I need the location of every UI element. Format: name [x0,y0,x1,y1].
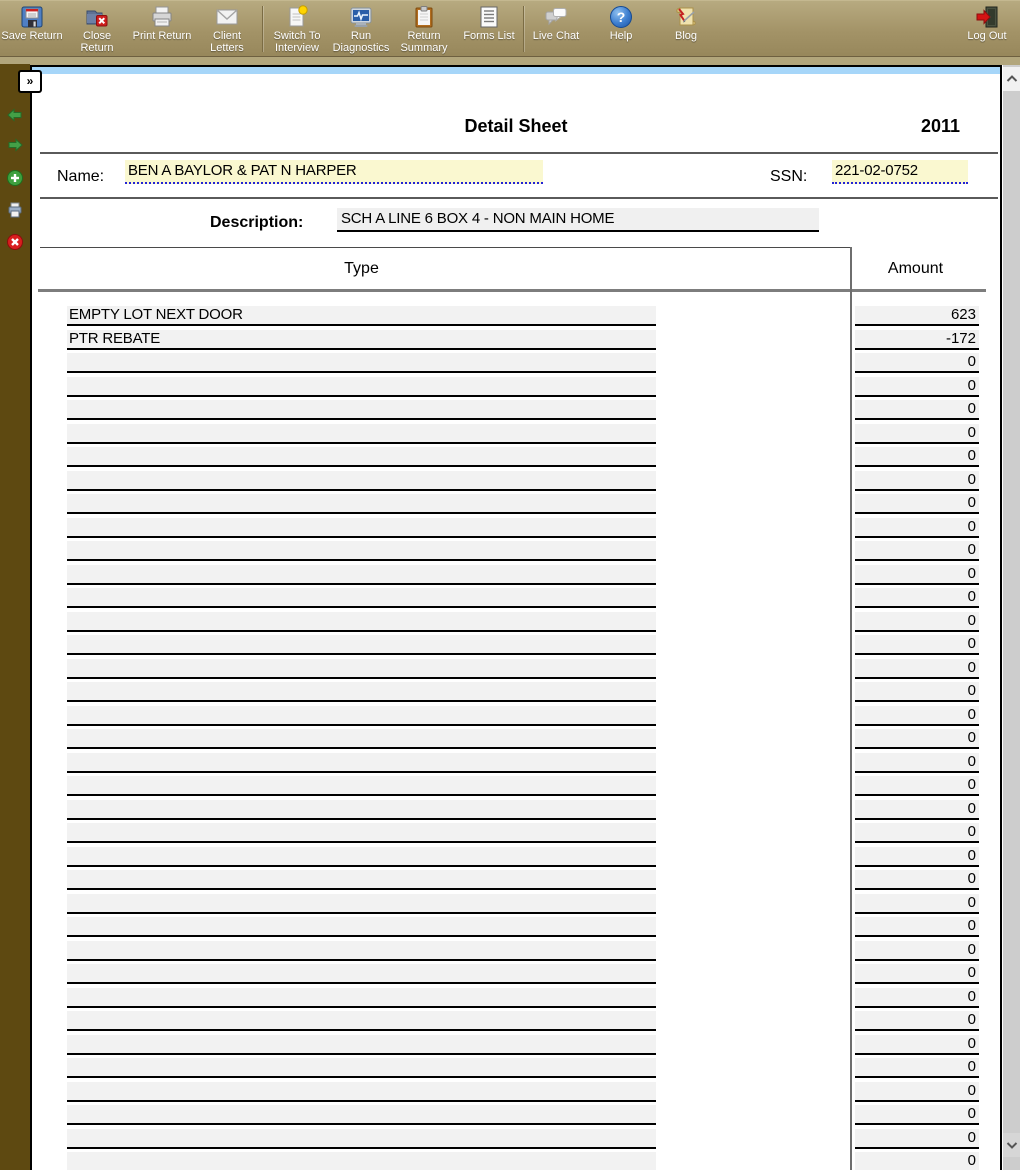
amount-column-header: Amount [887,260,944,277]
help-button[interactable] [589,4,653,56]
save-return-button[interactable] [0,4,64,56]
type-field[interactable] [67,753,656,773]
toolbar-label: Switch To Interview [273,30,321,54]
type-field[interactable] [67,706,656,726]
table-row [32,424,1000,445]
type-field[interactable] [67,353,656,373]
divider-line [40,197,998,199]
table-row [32,706,1000,727]
table-row [32,541,1000,562]
table-row [32,588,1000,609]
amount-field[interactable]: 0 [855,518,979,538]
amount-field[interactable]: 0 [855,635,979,655]
chat-bubbles-icon [543,4,569,30]
add-icon[interactable] [6,169,24,187]
type-field[interactable] [67,588,656,608]
type-field[interactable] [67,917,656,937]
ssn-label: SSN: [770,168,808,185]
table-row [32,306,1000,327]
amount-field[interactable]: 0 [855,1082,979,1102]
print-icon[interactable] [6,201,24,219]
toolbar-label: Close Return [80,30,114,54]
amount-field[interactable]: 0 [855,494,979,514]
header-underline [38,289,986,292]
table-row [32,659,1000,680]
table-row [32,1082,1000,1103]
amount-field[interactable]: 0 [855,753,979,773]
amount-field[interactable]: 0 [855,1011,979,1031]
table-row [32,447,1000,468]
toolbar-label: Forms List [463,30,515,42]
toolbar-label: Live Chat [532,30,580,42]
table-row [32,823,1000,844]
type-field[interactable] [67,565,656,585]
amount-field[interactable]: 0 [855,682,979,702]
chevron-down-icon [1006,1141,1018,1149]
print-return-button[interactable] [130,4,194,56]
type-field[interactable] [67,1035,656,1055]
amount-field[interactable]: 0 [855,847,979,867]
return-summary-button[interactable] [392,4,456,56]
amount-field[interactable]: 0 [855,541,979,561]
type-field[interactable] [67,800,656,820]
close-return-button[interactable] [65,4,129,56]
amount-field[interactable]: 0 [855,471,979,491]
type-field[interactable] [67,659,656,679]
table-row [32,941,1000,962]
table-row [32,870,1000,891]
switch-to-interview-button[interactable] [263,4,331,56]
scroll-down-button[interactable] [1003,1133,1020,1157]
run-diagnostics-button[interactable] [327,4,395,56]
sidebar-expander-tab[interactable]: » [18,70,42,93]
table-row [32,682,1000,703]
type-field[interactable] [67,1105,656,1125]
amount-field[interactable]: 0 [855,800,979,820]
type-column-header: Type [344,260,379,277]
document-top-strip [32,67,1000,74]
table-row [32,729,1000,750]
toolbar-label: Save Return [1,30,63,42]
divider-line [40,247,850,248]
amount-field[interactable]: 0 [855,706,979,726]
amount-field[interactable]: 0 [855,1105,979,1125]
type-field[interactable] [67,1129,656,1149]
description-label: Description: [210,214,304,231]
type-field[interactable] [67,941,656,961]
table-row [32,1129,1000,1150]
toolbar-label: Print Return [132,30,192,42]
toolbar-label: Client Letters [210,30,244,54]
type-field[interactable]: PTR REBATE [67,330,656,350]
amount-field[interactable]: 0 [855,588,979,608]
name-field[interactable]: BEN A BAYLOR & PAT N HARPER [125,160,543,184]
type-field[interactable] [67,494,656,514]
envelope-icon [214,4,240,30]
toolbar-bottom-strip [0,56,1020,65]
table-row [32,1152,1000,1170]
amount-field[interactable]: 0 [855,988,979,1008]
back-arrow-icon[interactable] [6,106,24,124]
table-row [32,353,1000,374]
forms-list-button[interactable] [457,4,521,56]
type-field[interactable] [67,635,656,655]
table-row [32,964,1000,985]
type-field[interactable] [67,964,656,984]
delete-icon[interactable] [6,233,24,251]
table-row [32,894,1000,915]
forward-arrow-icon[interactable] [6,136,24,154]
table-row [32,847,1000,868]
toolbar-label: Help [609,30,633,42]
amount-field[interactable]: 0 [855,659,979,679]
table-row [32,494,1000,515]
table-row [32,635,1000,656]
table-row [32,471,1000,492]
type-field[interactable] [67,424,656,444]
type-field[interactable] [67,612,656,632]
type-field[interactable] [67,847,656,867]
svg-text:?: ? [616,9,626,25]
table-row [32,330,1000,351]
type-field[interactable] [67,541,656,561]
amount-field[interactable]: 0 [855,729,979,749]
amount-field[interactable]: 623 [855,306,979,326]
type-field[interactable] [67,377,656,397]
clipboard-icon [411,4,437,30]
logout-door-icon [974,4,1000,30]
diagnostics-monitor-icon [348,4,374,30]
table-row [32,776,1000,797]
table-row [32,988,1000,1009]
forms-list-icon [476,4,502,30]
type-field[interactable] [67,400,656,420]
amount-field[interactable]: 0 [855,941,979,961]
table-row [32,565,1000,586]
left-sidebar [0,64,30,1170]
amount-field[interactable]: 0 [855,964,979,984]
table-row [32,1105,1000,1126]
table-row [32,400,1000,421]
type-field[interactable] [67,1058,656,1078]
ssn-field[interactable]: 221-02-0752 [832,160,968,184]
save-icon [19,4,45,30]
table-row [32,917,1000,938]
client-letters-button[interactable] [195,4,259,56]
type-field[interactable] [67,447,656,467]
divider-line [40,152,998,154]
type-field[interactable] [67,894,656,914]
amount-field[interactable]: 0 [855,353,979,373]
detail-sheet-form [30,65,1002,1170]
amount-field[interactable]: 0 [855,1129,979,1149]
toolbar-label: Log Out [967,30,1007,42]
type-field[interactable] [67,1152,656,1170]
amount-field[interactable]: 0 [855,870,979,890]
amount-field[interactable]: 0 [855,1035,979,1055]
amount-field[interactable]: 0 [855,823,979,843]
type-field[interactable] [67,988,656,1008]
name-label: Name: [57,168,105,185]
toolbar-label: Blog [674,30,698,42]
amount-field[interactable]: 0 [855,1152,979,1170]
type-field[interactable] [67,870,656,890]
type-field[interactable]: EMPTY LOT NEXT DOOR [67,306,656,326]
blog-scroll-icon [673,4,699,30]
table-row [32,800,1000,821]
vertical-scrollbar[interactable] [1002,65,1020,1170]
type-field[interactable] [67,518,656,538]
type-field[interactable] [67,1011,656,1031]
amount-field[interactable]: 0 [855,776,979,796]
column-divider [850,247,852,1170]
type-field[interactable] [67,471,656,491]
interview-page-icon [284,4,310,30]
amount-field[interactable]: -172 [855,330,979,350]
amount-field[interactable]: 0 [855,377,979,397]
amount-field[interactable]: 0 [855,1058,979,1078]
page-title: Detail Sheet [464,116,568,136]
type-field[interactable] [67,729,656,749]
amount-field[interactable]: 0 [855,424,979,444]
type-field[interactable] [67,1082,656,1102]
type-field[interactable] [67,776,656,796]
table-row [32,518,1000,539]
toolbar-label: Return Summary [400,30,448,54]
scroll-up-button[interactable] [1003,67,1020,91]
table-row [32,377,1000,398]
table-row [32,612,1000,633]
main-toolbar [0,0,1020,57]
amount-field[interactable]: 0 [855,400,979,420]
table-row [32,1058,1000,1079]
log-out-button[interactable] [955,4,1019,56]
amount-field[interactable]: 0 [855,894,979,914]
live-chat-button[interactable] [524,4,588,56]
description-field[interactable]: SCH A LINE 6 BOX 4 - NON MAIN HOME [337,208,819,232]
table-row [32,1011,1000,1032]
close-folder-icon [84,4,110,30]
type-field[interactable] [67,682,656,702]
table-row [32,753,1000,774]
printer-icon [149,4,175,30]
type-field[interactable] [67,823,656,843]
amount-field[interactable]: 0 [855,917,979,937]
help-icon [608,4,634,30]
tax-year: 2011 [920,116,960,136]
amount-field[interactable]: 0 [855,612,979,632]
amount-field[interactable]: 0 [855,565,979,585]
amount-field[interactable]: 0 [855,447,979,467]
toolbar-label: Run Diagnostics [332,30,390,54]
chevron-up-icon [1006,75,1018,83]
blog-button[interactable] [654,4,718,56]
table-row [32,1035,1000,1056]
